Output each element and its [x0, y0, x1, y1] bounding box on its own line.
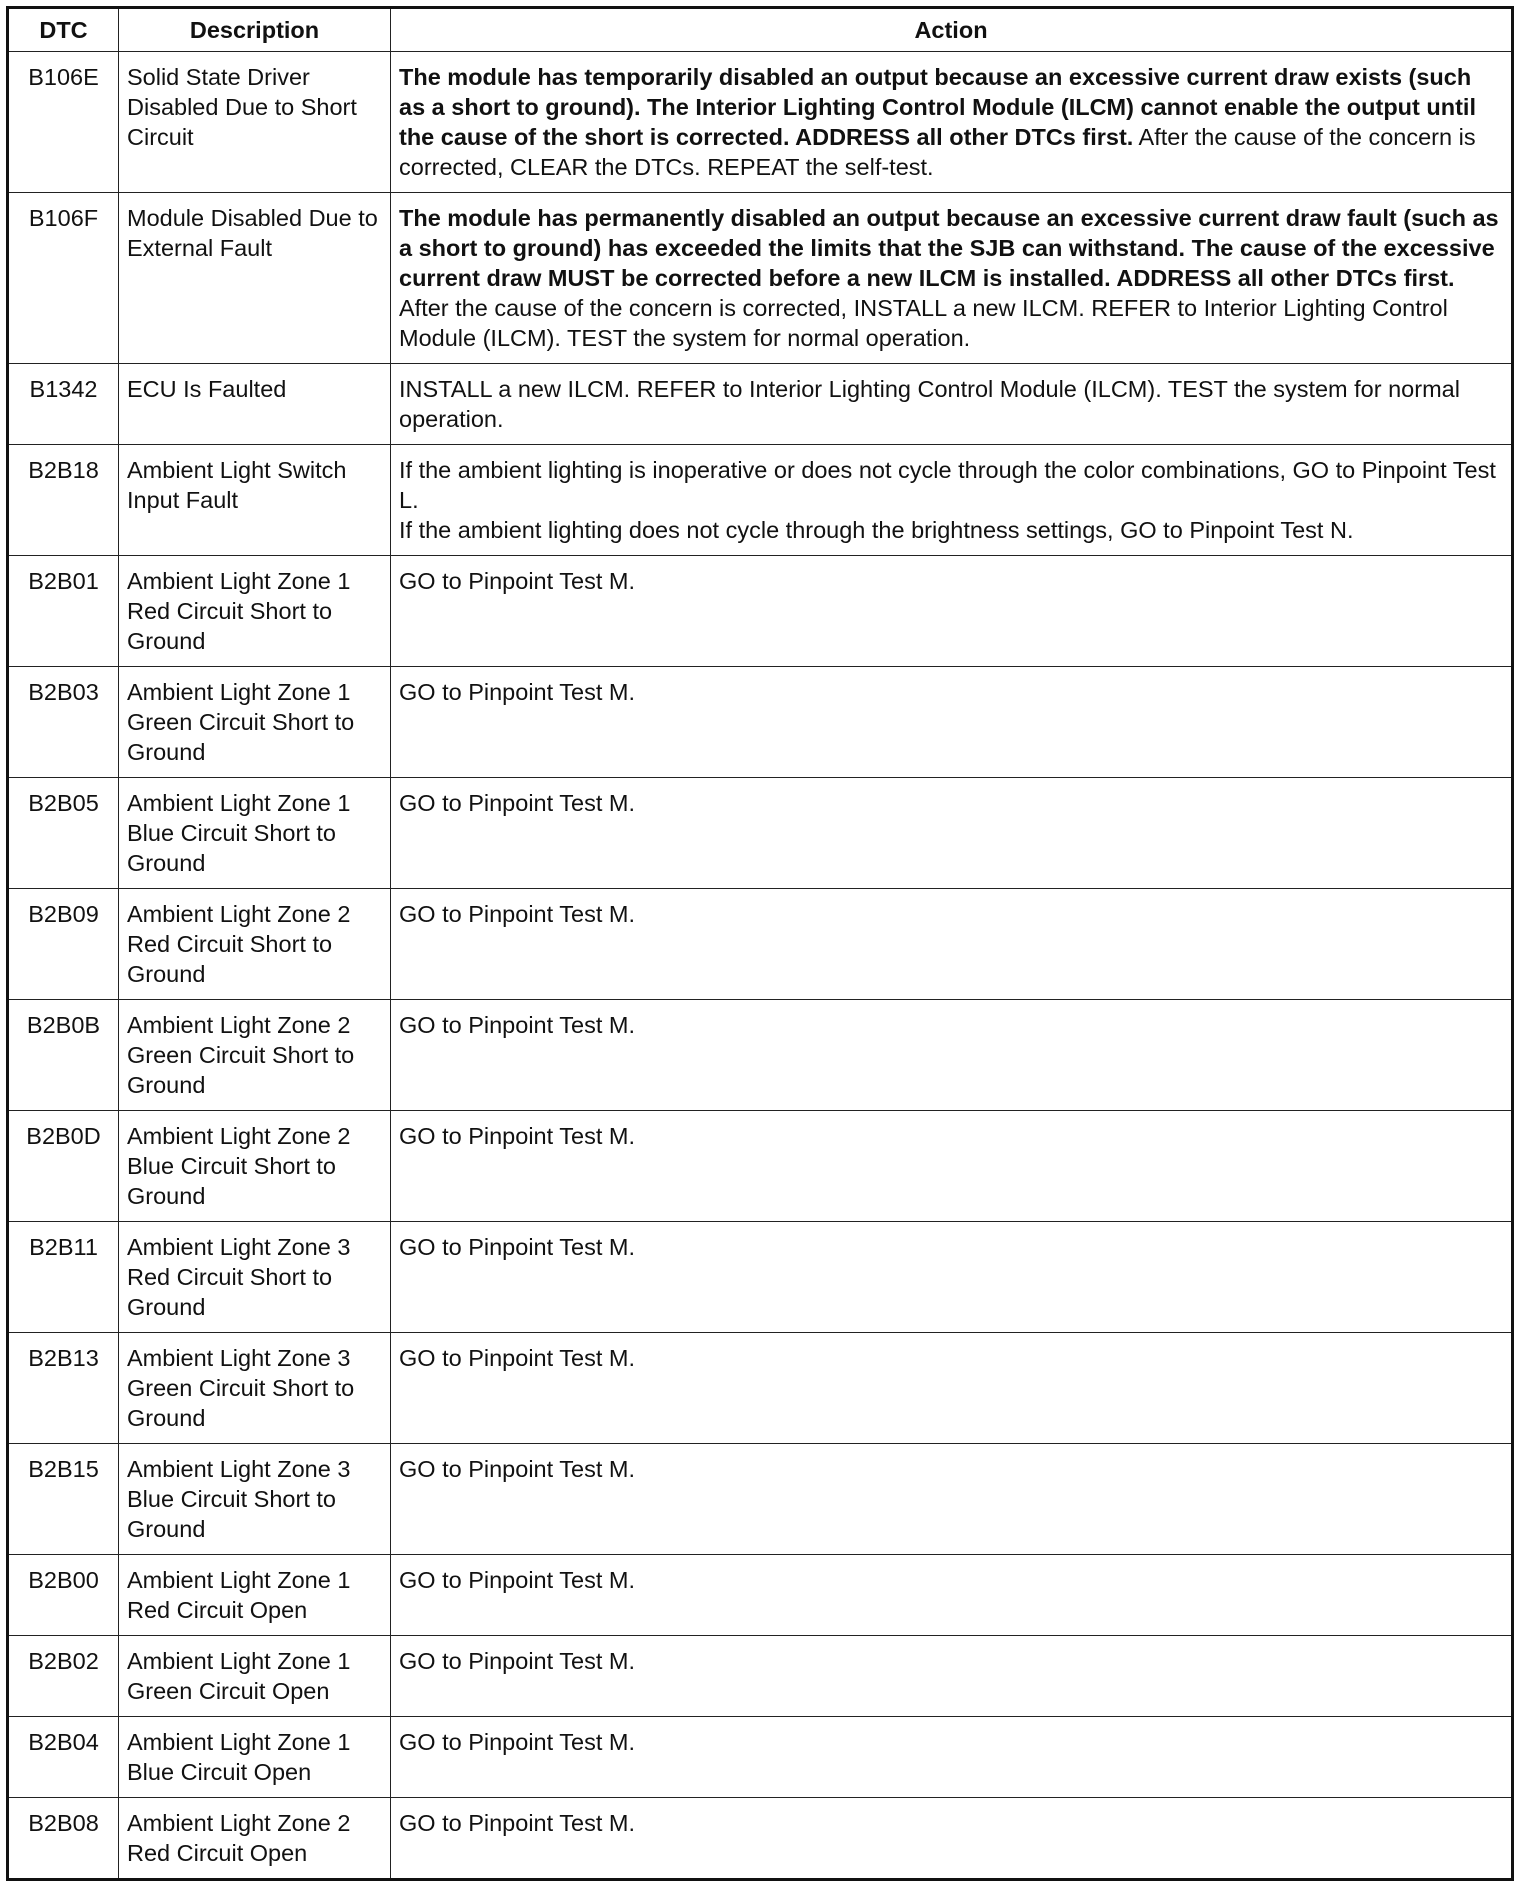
action-bold-text: The module has permanently disabled an output because an excessive current draw fault (such as a short to ground) has exceeded the limits that the SJB can withstand. The cause of the excessive current draw MUST be corrected before a new ILCM is installed. ADDRESS all other DTCs first.: [399, 205, 1499, 291]
dtc-table: [6, 6, 1514, 1881]
table-row: [8, 52, 1513, 193]
table-row: [8, 1444, 1513, 1555]
dtc-code: B2B0B: [8, 1000, 119, 1111]
dtc-code: B2B0D: [8, 1111, 119, 1222]
action-bold-text: The module has temporarily disabled an output because an excessive current draw exists (such as a short to ground). The Interior Lighting Control Module (ILCM) cannot enable the output until the cause of the short is corrected. ADDRESS all other DTCs first.: [399, 64, 1476, 150]
dtc-code: B2B18: [8, 445, 119, 556]
table-row: [8, 1333, 1513, 1444]
dtc-description: Ambient Light Zone 1 Green Circuit Short to Ground: [119, 667, 391, 778]
dtc-action: [391, 364, 1513, 445]
header-row: [8, 8, 1513, 52]
dtc-code: B2B09: [8, 889, 119, 1000]
table-row: [8, 1222, 1513, 1333]
header-action: Action: [391, 8, 1513, 52]
table-row: [8, 364, 1513, 445]
dtc-description: Solid State Driver Disabled Due to Short Circuit: [119, 52, 391, 193]
dtc-code: B2B08: [8, 1798, 119, 1880]
dtc-description: Ambient Light Zone 2 Red Circuit Open: [119, 1798, 391, 1880]
dtc-action: GO to Pinpoint Test M.: [391, 778, 1513, 889]
dtc-action: GO to Pinpoint Test M.: [391, 556, 1513, 667]
dtc-description: Ambient Light Switch Input Fault: [119, 445, 391, 556]
table-row: [8, 1111, 1513, 1222]
dtc-description: Ambient Light Zone 3 Green Circuit Short to Ground: [119, 1333, 391, 1444]
dtc-action: [391, 445, 1513, 556]
table-row: [8, 667, 1513, 778]
table-row: [8, 556, 1513, 667]
dtc-action: GO to Pinpoint Test M.: [391, 1000, 1513, 1111]
dtc-description: Ambient Light Zone 2 Green Circuit Short to Ground: [119, 1000, 391, 1111]
action-text: After the cause of the concern is corrected, INSTALL a new ILCM. REFER to Interior Lighting Control Module (ILCM). TEST the system for normal operation.: [399, 295, 1448, 351]
dtc-action: GO to Pinpoint Test M.: [391, 1222, 1513, 1333]
table-row: [8, 1555, 1513, 1636]
dtc-description: Ambient Light Zone 1 Green Circuit Open: [119, 1636, 391, 1717]
dtc-description: Ambient Light Zone 1 Red Circuit Open: [119, 1555, 391, 1636]
dtc-code: B1342: [8, 364, 119, 445]
table-row: [8, 1798, 1513, 1880]
table-row: [8, 445, 1513, 556]
action-text-2: If the ambient lighting does not cycle through the brightness settings, GO to Pinpoint Test N.: [399, 517, 1354, 543]
dtc-code: B2B04: [8, 1717, 119, 1798]
dtc-code: B2B11: [8, 1222, 119, 1333]
header-description: Description: [119, 8, 391, 52]
dtc-code: B2B15: [8, 1444, 119, 1555]
dtc-code: B2B02: [8, 1636, 119, 1717]
dtc-action: GO to Pinpoint Test M.: [391, 1717, 1513, 1798]
dtc-description: Ambient Light Zone 3 Blue Circuit Short to Ground: [119, 1444, 391, 1555]
dtc-action: GO to Pinpoint Test M.: [391, 1636, 1513, 1717]
dtc-action: [391, 193, 1513, 364]
dtc-action: GO to Pinpoint Test M.: [391, 889, 1513, 1000]
dtc-code: B2B03: [8, 667, 119, 778]
dtc-description: Ambient Light Zone 2 Blue Circuit Short to Ground: [119, 1111, 391, 1222]
action-text: INSTALL a new ILCM. REFER to Interior Lighting Control Module (ILCM). TEST the system for normal operation.: [399, 376, 1460, 432]
dtc-code: B2B13: [8, 1333, 119, 1444]
dtc-action: GO to Pinpoint Test M.: [391, 1333, 1513, 1444]
dtc-description: ECU Is Faulted: [119, 364, 391, 445]
table-row: [8, 1717, 1513, 1798]
dtc-action: GO to Pinpoint Test M.: [391, 1555, 1513, 1636]
table-row: [8, 1636, 1513, 1717]
table-row: [8, 1000, 1513, 1111]
table-row: [8, 778, 1513, 889]
dtc-code: B106F: [8, 193, 119, 364]
dtc-action: GO to Pinpoint Test M.: [391, 1798, 1513, 1880]
action-text: If the ambient lighting is inoperative or does not cycle through the color combinations, GO to Pinpoint Test L.: [399, 457, 1496, 513]
dtc-description: Module Disabled Due to External Fault: [119, 193, 391, 364]
dtc-description: Ambient Light Zone 1 Blue Circuit Short to Ground: [119, 778, 391, 889]
dtc-action: [391, 52, 1513, 193]
dtc-code: B2B05: [8, 778, 119, 889]
action-text: After the cause of the concern is corrected, CLEAR the DTCs. REPEAT the self-test.: [399, 124, 1476, 180]
table-row: [8, 193, 1513, 364]
dtc-description: Ambient Light Zone 1 Red Circuit Short to Ground: [119, 556, 391, 667]
dtc-code: B2B00: [8, 1555, 119, 1636]
dtc-code: B106E: [8, 52, 119, 193]
dtc-description: Ambient Light Zone 3 Red Circuit Short to Ground: [119, 1222, 391, 1333]
dtc-description: Ambient Light Zone 1 Blue Circuit Open: [119, 1717, 391, 1798]
table-row: [8, 889, 1513, 1000]
dtc-action: GO to Pinpoint Test M.: [391, 667, 1513, 778]
dtc-code: B2B01: [8, 556, 119, 667]
dtc-description: Ambient Light Zone 2 Red Circuit Short to Ground: [119, 889, 391, 1000]
dtc-action: GO to Pinpoint Test M.: [391, 1111, 1513, 1222]
dtc-action: GO to Pinpoint Test M.: [391, 1444, 1513, 1555]
header-dtc: DTC: [8, 8, 119, 52]
